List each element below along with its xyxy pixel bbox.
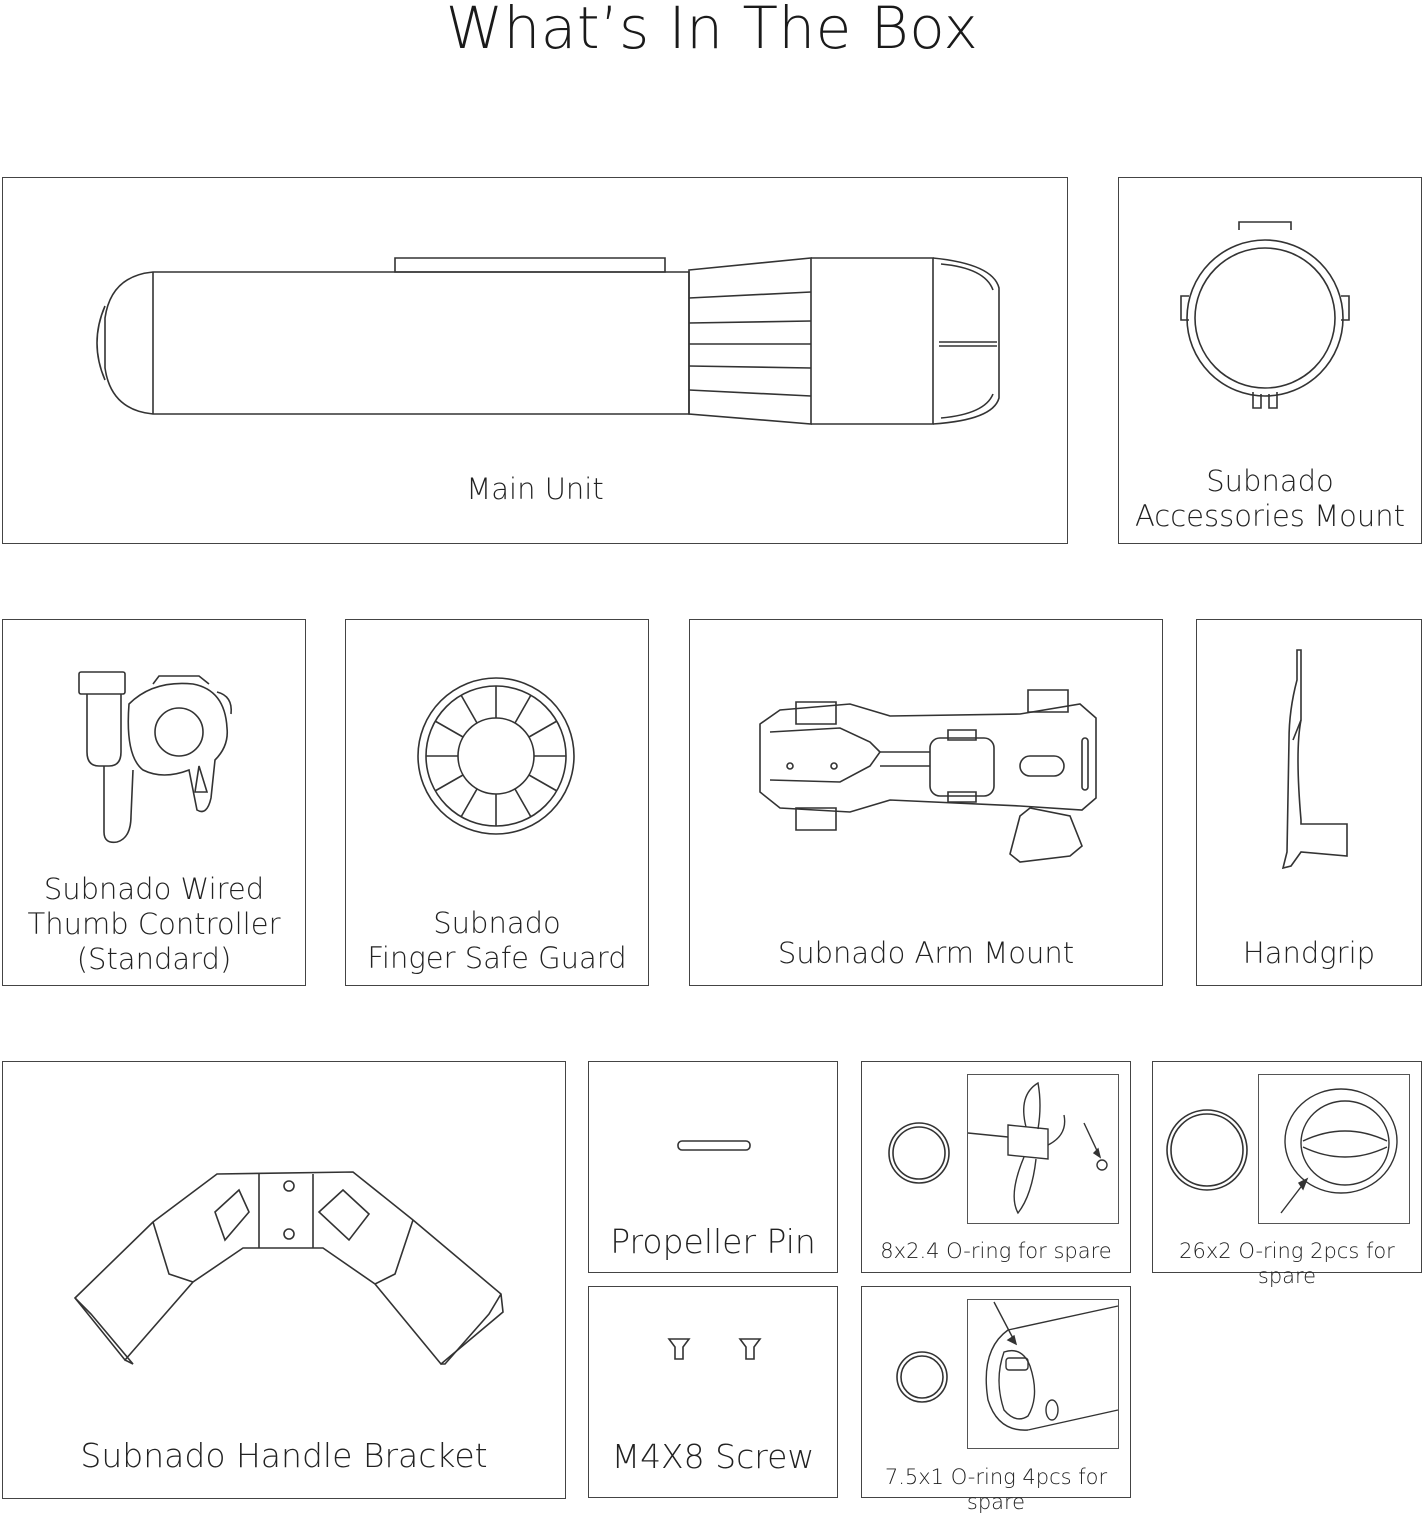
oring-75x1-card xyxy=(861,1286,1131,1515)
propeller-detail-image xyxy=(967,1074,1119,1224)
finger-guard-label: Subnado Finger Safe Guard xyxy=(367,906,627,975)
arm-mount-label: Subnado Arm Mount xyxy=(777,936,1075,970)
accessories-mount-label: Subnado Accessories Mount xyxy=(1134,464,1406,533)
nose-detail-image xyxy=(967,1299,1119,1449)
thumb-controller-card xyxy=(2,619,306,986)
handgrip-card xyxy=(1196,619,1422,986)
handgrip-illustration xyxy=(1197,620,1423,987)
screw-label: M4X8 Screw xyxy=(611,1437,815,1476)
end-cap-detail-image xyxy=(1258,1074,1410,1224)
oring-8x24-card xyxy=(861,1061,1131,1273)
handle-bracket-card xyxy=(2,1061,566,1499)
oring-8x24-label: 8x2.4 O-ring for spare xyxy=(880,1239,1112,1263)
main-unit-card xyxy=(2,177,1068,544)
handle-bracket-label: Subnado Handle Bracket xyxy=(80,1436,488,1475)
oring-26x2-label: 26x2 O-ring 2pcs for spare xyxy=(1179,1239,1395,1289)
oring-26x2-card xyxy=(1152,1061,1422,1289)
arm-mount-illustration xyxy=(690,620,1164,987)
arm-mount-card xyxy=(689,619,1163,986)
propeller-pin-label: Propeller Pin xyxy=(610,1222,816,1261)
handgrip-label: Handgrip xyxy=(1242,936,1376,970)
oring-75x1-label: 7.5x1 O-ring 4pcs for spare xyxy=(884,1465,1108,1515)
screw-card xyxy=(588,1286,838,1498)
propeller-pin-card xyxy=(588,1061,838,1273)
handle-bracket-illustration xyxy=(3,1062,567,1500)
main-unit-label: Main Unit xyxy=(466,472,604,506)
page-title: What’s In The Box xyxy=(445,0,979,62)
finger-guard-card xyxy=(345,619,649,986)
thumb-controller-label: Subnado Wired Thumb Controller (Standard) xyxy=(27,872,281,976)
accessories-mount-card xyxy=(1118,177,1422,544)
